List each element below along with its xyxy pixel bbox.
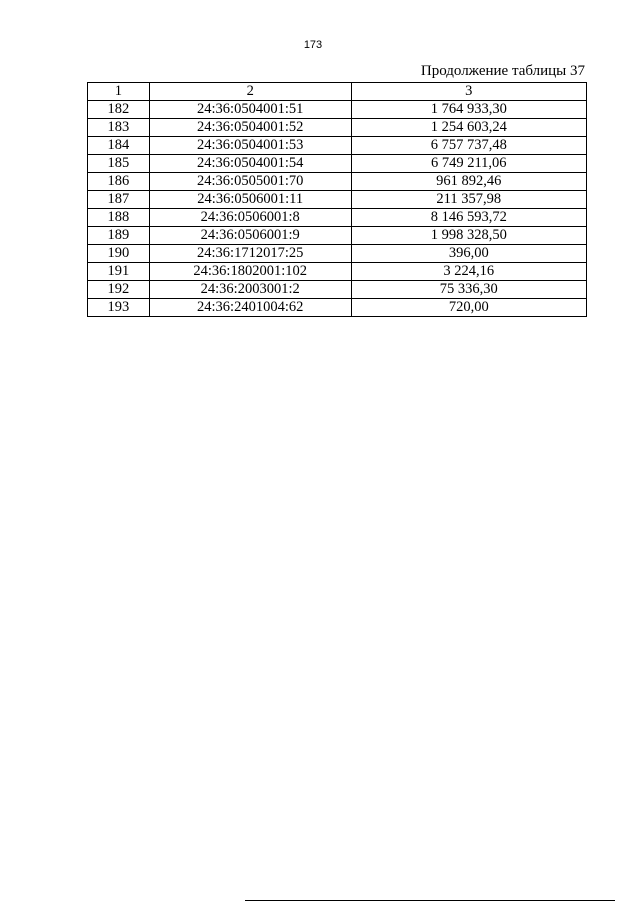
cadastral-number-cell: 24:36:0505001:70: [149, 173, 351, 191]
cadastral-number-cell: 24:36:0504001:53: [149, 137, 351, 155]
value-cell: 1 764 933,30: [351, 101, 586, 119]
cadastral-number-cell: 24:36:0504001:54: [149, 155, 351, 173]
cadastral-number-cell: 24:36:0506001:8: [149, 209, 351, 227]
value-cell: 3 224,16: [351, 263, 586, 281]
value-cell: 8 146 593,72: [351, 209, 586, 227]
cadastral-number-cell: 24:36:0506001:11: [149, 191, 351, 209]
value-cell: 1 998 328,50: [351, 227, 586, 245]
table-caption: Продолжение таблицы 37: [420, 63, 585, 79]
table-row: [88, 137, 587, 155]
row-number-cell: 189: [88, 227, 150, 245]
row-number-cell: 188: [88, 209, 150, 227]
table-row: [88, 101, 587, 119]
header-cell-3: 3: [351, 83, 586, 101]
row-number-cell: 193: [88, 299, 150, 317]
row-number-cell: 190: [88, 245, 150, 263]
data-table: [87, 82, 587, 317]
table-row: [88, 155, 587, 173]
cadastral-number-cell: 24:36:2003001:2: [149, 281, 351, 299]
row-number-cell: 182: [88, 101, 150, 119]
row-number-cell: 187: [88, 191, 150, 209]
cadastral-number-cell: 24:36:0506001:9: [149, 227, 351, 245]
table-row: [88, 191, 587, 209]
page-number: 173: [303, 39, 323, 51]
cadastral-number-cell: 24:36:2401004:62: [149, 299, 351, 317]
row-number-cell: 183: [88, 119, 150, 137]
bottom-rule: [245, 900, 615, 901]
header-cell-2: 2: [149, 83, 351, 101]
table-row: [88, 299, 587, 317]
value-cell: 720,00: [351, 299, 586, 317]
value-cell: 211 357,98: [351, 191, 586, 209]
value-cell: 396,00: [351, 245, 586, 263]
table-row: [88, 119, 587, 137]
row-number-cell: 185: [88, 155, 150, 173]
table-header-row: [88, 83, 587, 101]
value-cell: 75 336,30: [351, 281, 586, 299]
row-number-cell: 186: [88, 173, 150, 191]
table-row: [88, 209, 587, 227]
table-row: [88, 263, 587, 281]
cadastral-number-cell: 24:36:0504001:51: [149, 101, 351, 119]
value-cell: 6 749 211,06: [351, 155, 586, 173]
table-row: [88, 281, 587, 299]
table-row: [88, 245, 587, 263]
cadastral-number-cell: 24:36:1802001:102: [149, 263, 351, 281]
row-number-cell: 191: [88, 263, 150, 281]
header-cell-1: 1: [88, 83, 150, 101]
cadastral-number-cell: 24:36:0504001:52: [149, 119, 351, 137]
table-row: [88, 173, 587, 191]
value-cell: 1 254 603,24: [351, 119, 586, 137]
row-number-cell: 184: [88, 137, 150, 155]
table-row: [88, 227, 587, 245]
value-cell: 6 757 737,48: [351, 137, 586, 155]
value-cell: 961 892,46: [351, 173, 586, 191]
row-number-cell: 192: [88, 281, 150, 299]
cadastral-number-cell: 24:36:1712017:25: [149, 245, 351, 263]
